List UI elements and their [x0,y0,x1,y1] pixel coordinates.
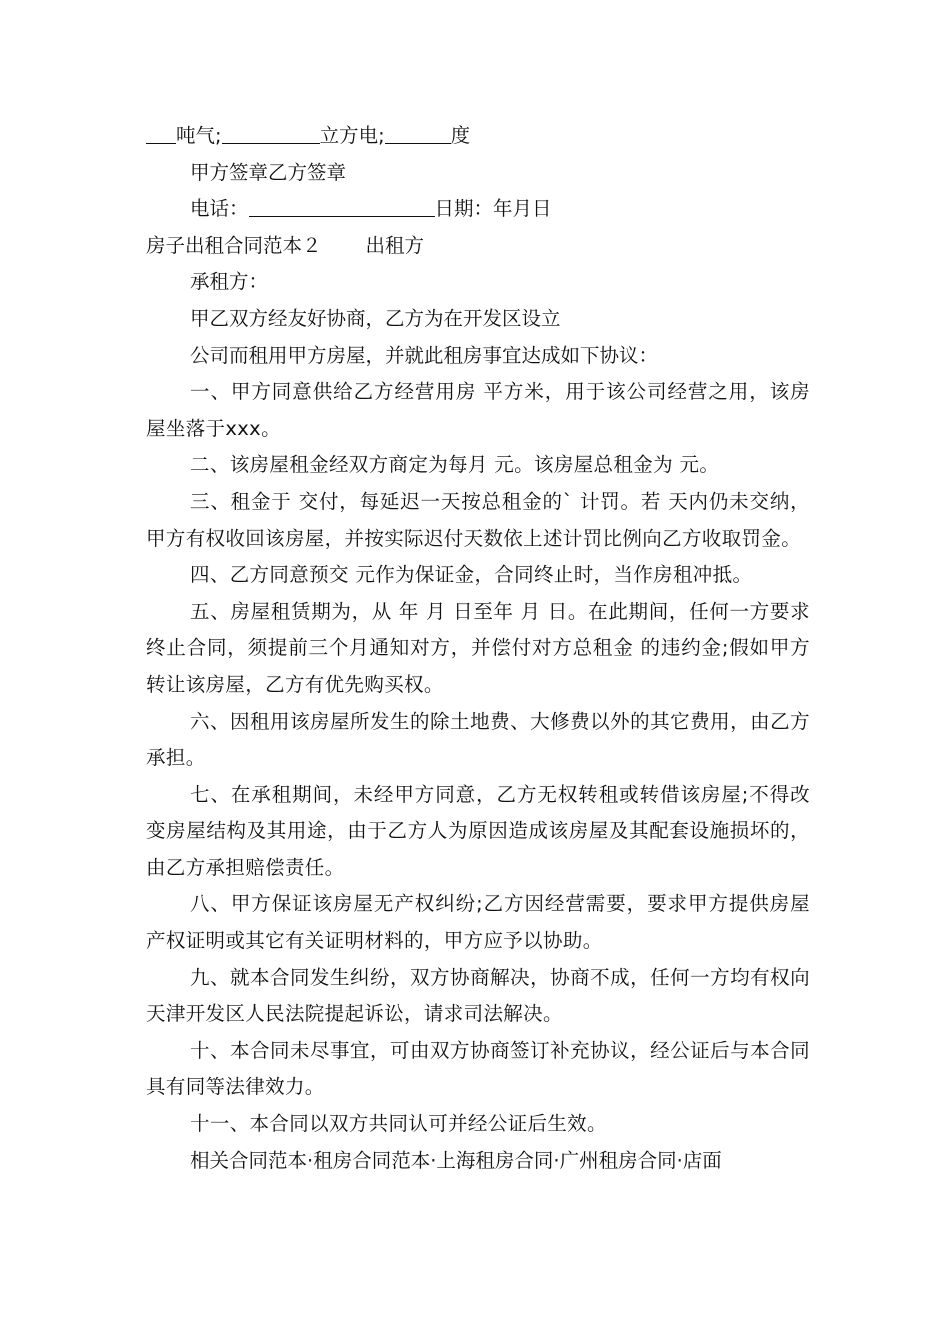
contract-title: 房子出租合同范本２ [146,233,322,257]
clause-7: 七、在承租期间，未经甲方同意，乙方无权转租或转借该房屋;不得改变房屋结构及其用途，由于乙方人为原因造成该房屋及其配套设施损坏的，由乙方承担赔偿责任。 [146,782,810,879]
utility-reading-line [146,118,810,155]
lessee-label: 承租方： [190,270,269,294]
date-label: 日期：年月日 [434,197,552,221]
clause-2: 二、该房屋租金经双方商定为每月 元。该房屋总租金为 元。 [190,453,720,477]
clause-6: 六、因租用该房屋所发生的除土地费、大修费以外的其它费用，由乙方承担。 [146,709,810,770]
clause-3: 三、租金于 交付，每延迟一天按总租金的` 计罚。若 天内仍未交纳，甲方有权收回该房屋，并按实际迟付天数依上述计罚比例向乙方收取罚金。 [146,489,810,550]
clause-8: 八、甲方保证该房屋无产权纠纷;乙方因经营需要，要求甲方提供房屋产权证明或其它有关证明材料的，甲方应予以协助。 [146,892,810,953]
phone-label: 电话： [190,197,249,221]
phone-blank[interactable] [249,194,435,217]
degree-unit: 度 [450,124,471,147]
gas-unit: 吨气; [176,124,222,147]
preamble-line-2: 公司而租用甲方房屋，并就此租房事宜达成如下协议： [190,343,659,367]
degree-blank[interactable] [385,121,451,144]
electric-unit: 立方电; [319,124,385,147]
related-links[interactable]: 相关合同范本·租房合同范本·上海租房合同·广州租房合同·店面 [190,1148,722,1172]
clause-11: 十一、本合同以双方共同认可并经公证后生效。 [190,1112,607,1136]
gas-blank[interactable] [146,121,176,144]
clause-1: 一、甲方同意供给乙方经营用房 平方米，用于该公司经营之用，该房屋坐落于xxx。 [146,380,810,440]
electric-blank[interactable] [222,121,320,144]
clause-10: 十、本合同未尽事宜，可由双方协商签订补充协议，经公证后与本合同具有同等法律效力。 [146,1038,810,1099]
signature-line: 甲方签章乙方签章 [190,160,347,184]
document-page [146,118,810,1179]
preamble-line-1: 甲乙双方经友好协商，乙方为在开发区设立 [190,306,561,330]
clause-4: 四、乙方同意预交 元作为保证金，合同终止时，当作房租冲抵。 [190,563,753,587]
lessor-label: 出租方 [365,233,425,257]
clause-9: 九、就本合同发生纠纷，双方协商解决，协商不成，任何一方均有权向天津开发区人民法院提起诉讼，请求司法解决。 [146,965,810,1026]
phone-date-line [146,191,810,228]
contract-heading [146,228,810,265]
clause-5: 五、房屋租赁期为，从 年 月 日至年 月 日。在此期间，任何一方要求终止合同，须提前三个月通知对方，并偿付对方总租金 的违约金;假如甲方转让该房屋，乙方有优先购买权。 [146,599,810,696]
